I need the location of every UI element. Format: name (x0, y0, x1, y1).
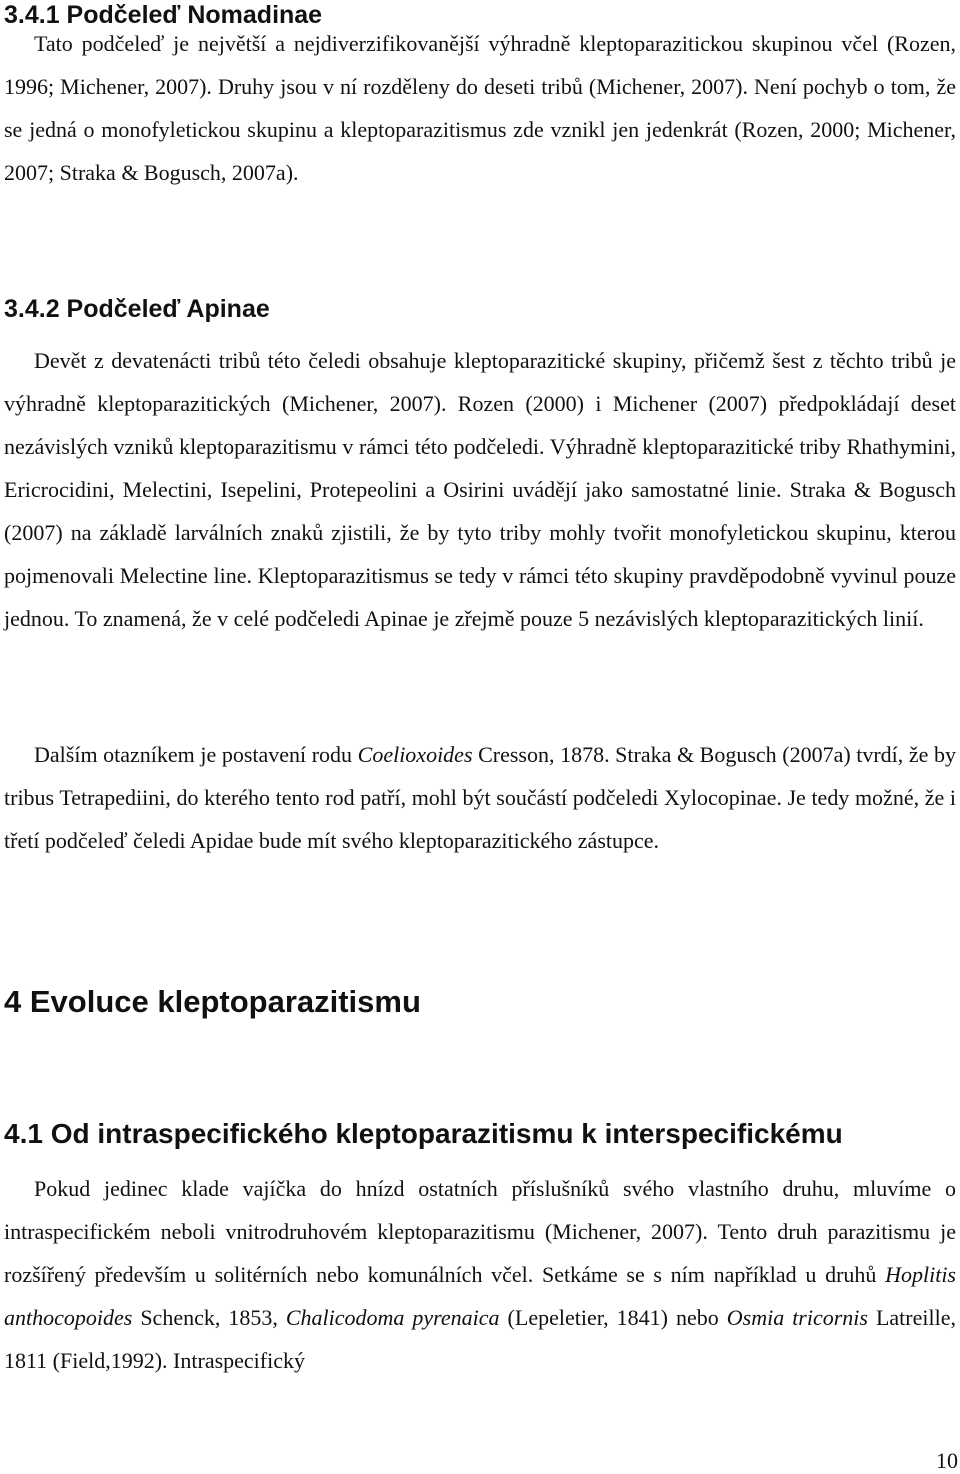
taxon-name: Hoplitis anthocopoides (4, 1262, 956, 1330)
text-run: Cresson, 1878. Straka & Bogusch (2007a) tvrdí, že by tribus Tetrapediini, do kterého tento rod patří, mohl být součástí podčeledi Xylocopinae. Je tedy možné, že i třetí podčeleď čeledi Apidae bude mít svého kleptoparazitického zástupce. (4, 742, 956, 853)
paragraph-nomadinae: Tato podčeleď je největší a nejdiverzifikovanější výhradně kleptoparazitickou skupinou včel (Rozen, 1996; Michener, 2007). Druhy jsou v ní rozděleny do deseti tribů (Michener, 2007). Není pochyb o tom, že se jedná o monofyletickou skupinu a kleptoparazitismus zde vznikl jen jedenkrát (Rozen, 2000; Michener, 2007; Straka & Bogusch, 2007a). (4, 31, 956, 185)
heading-3-4-2: 3.4.2 Podčeleď Apinae (4, 295, 270, 323)
text-run: Pokud jedinec klade vajíčka do hnízd ostatních příslušníků svého vlastního druhu, mluvíme o intraspecifickém neboli vnitrodruhovém kleptoparazitismu (Michener, 2007). Tento druh parazitismu je rozšířený především u solitérních nebo komunálních včel. Setkáme se s ním například u druhů (4, 1176, 956, 1287)
paragraph-apinae: Devět z devatenácti tribů této čeledi obsahuje kleptoparazitické skupiny, přičemž šest z těchto tribů je výhradně kleptoparazitických (Michener, 2007). Rozen (2000) i Michener (2007) předpokládají deset nezávislých vzniků kleptoparazitismu v rámci této podčeledi. Výhradně kleptoparazitické triby Rhathymini, Ericrocidini, Melectini, Isepelini, Protepeolini a Osirini uvádějí jako samostatné linie. Straka & Bogusch (2007) na základě larválních znaků zjistili, že by tyto triby mohly tvořit monofyletickou skupinu, kterou pojmenovali Melectine line. Kleptoparazitismus se tedy v rámci této skupiny pravděpodobně vyvinul pouze jednou. To znamená, že v celé podčeledi Apinae je zřejmě pouze 5 nezávislých kleptoparazitických linií. (4, 348, 956, 631)
page-number: 10 (936, 1448, 958, 1473)
taxon-name: Chalicodoma pyrenaica (285, 1305, 500, 1330)
text-run: (Lepeletier, 1841) nebo (499, 1305, 727, 1330)
taxon-name: Osmia tricornis (726, 1305, 868, 1330)
heading-4-1: 4.1 Od intraspecifického kleptoparazitismu k interspecifickému (4, 1118, 843, 1149)
paragraph-coelioxoides (4, 733, 956, 862)
taxon-name: Coelioxoides (357, 742, 473, 767)
text-run: Dalším otazníkem je postavení rodu (34, 742, 358, 767)
paragraph-intraspecific (4, 1167, 956, 1382)
chapter-heading-4: 4 Evoluce kleptoparazitismu (4, 984, 421, 1019)
text-run: Latreille, 1811 (Field,1992). Intraspecifický (4, 1305, 956, 1373)
text-run: Schenck, 1853, (132, 1305, 286, 1330)
heading-3-4-1: 3.4.1 Podčeleď Nomadinae (4, 1, 323, 29)
